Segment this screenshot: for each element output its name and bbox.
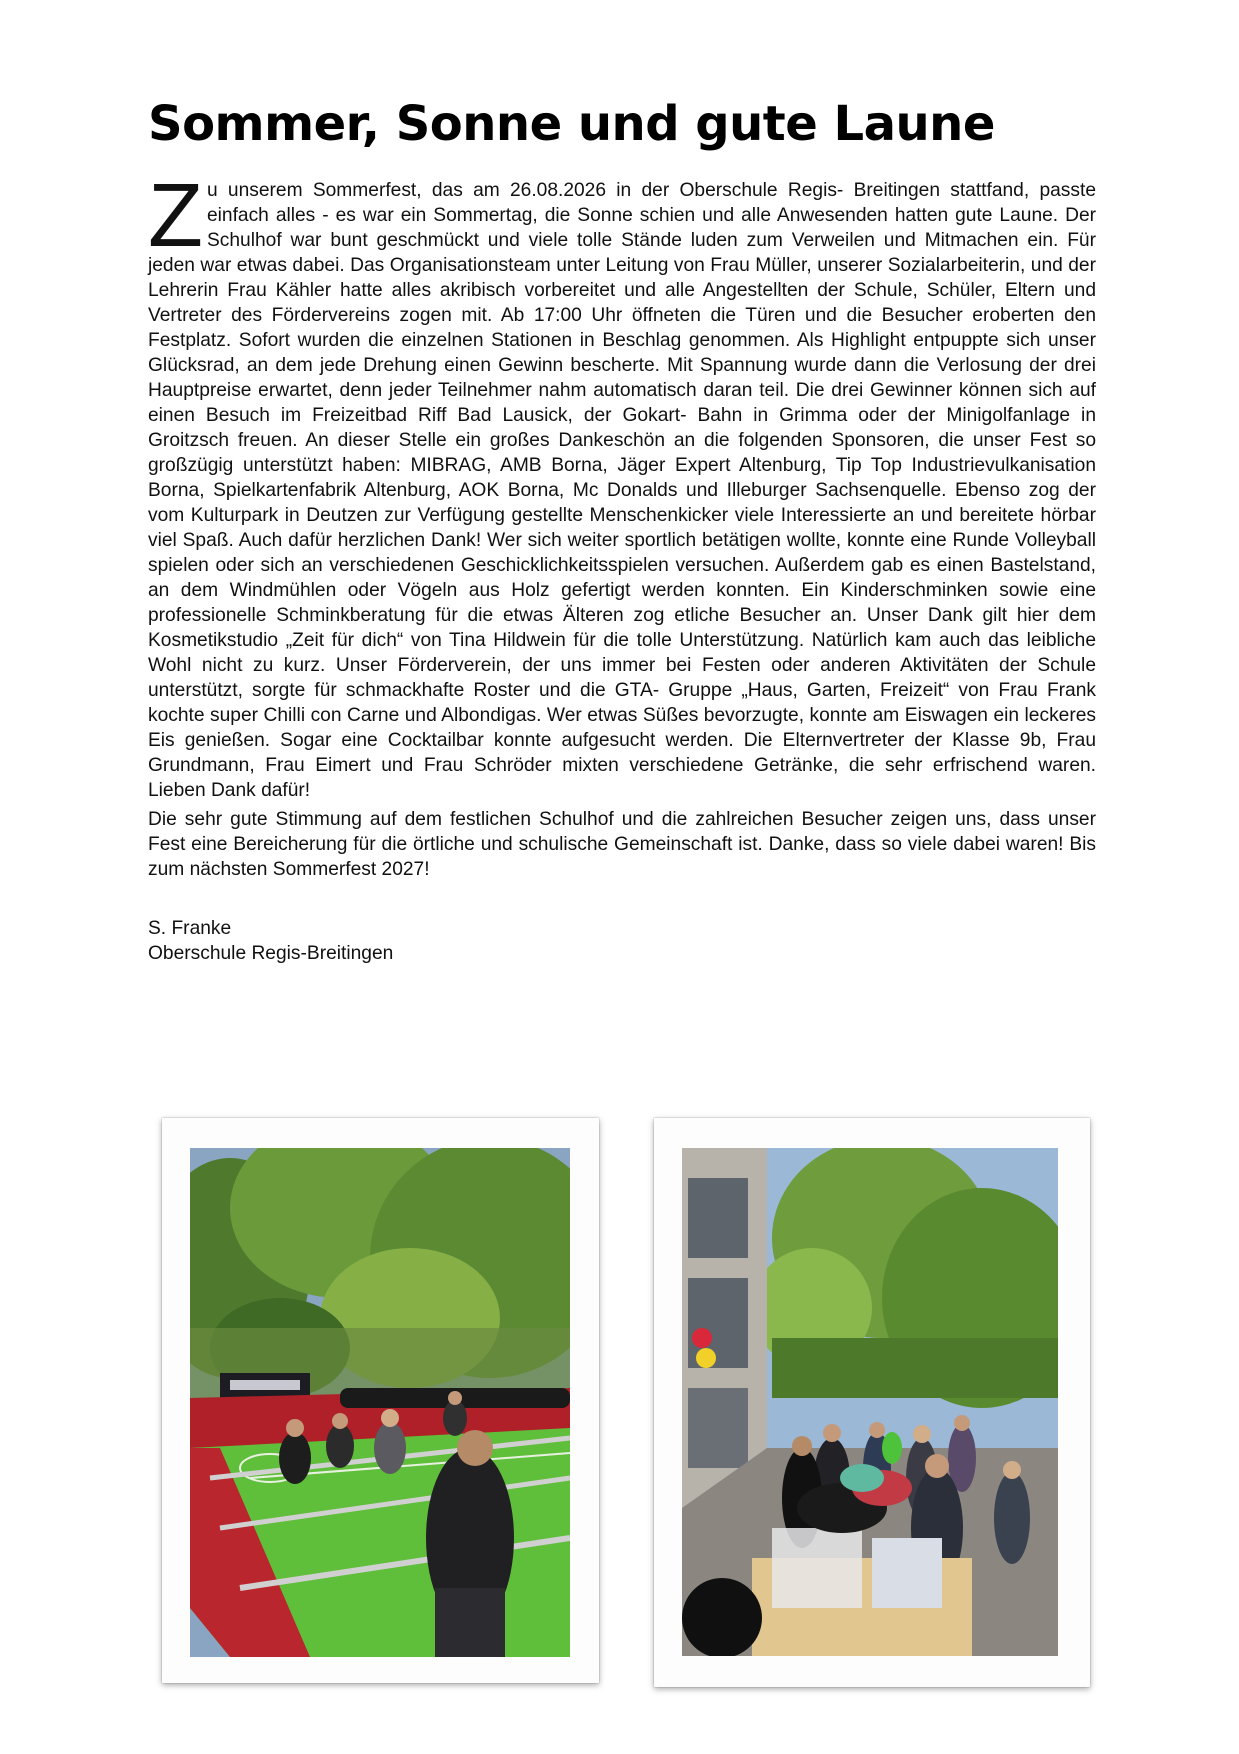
paragraph-2: Die sehr gute Stimmung auf dem festlichen Schulhof und die zahlreichen Besucher zeigen uns, dass unser Fest eine Bereicherung für die örtliche und schulische Gemeinschaft ist. Danke, dass so viele dabei waren! Bis zum nächsten Sommerfest 2027!: [148, 809, 1096, 880]
photo-frame-left: [162, 1118, 599, 1683]
school-yard-photo: [682, 1148, 1058, 1656]
paragraph-1: [148, 166, 1096, 803]
photo-frame-right: [654, 1118, 1090, 1687]
article-body: [148, 166, 1096, 966]
drop-cap: Z: [148, 166, 203, 266]
author-name: S. Franke: [148, 918, 232, 939]
paragraph-1-text: u unserem Sommerfest, das am 26.08.2026 in der Oberschule Regis- Breitingen stattfand, passte einfach alles - es war ein Sommertag, die Sonne schien und alle Anwesenden hatten gute Laune. Der Schulhof war bunt geschmückt und viele tolle Stände luden zum Verweilen und Mitmachen ein. Für jeden war etwas dabei. Das Organisationsteam unter Leitung von Frau Müller, unserer Sozialarbeiterin, und der Lehrerin Frau Kähler hatte alles akribisch vorbereitet und alle Angestellten der Schule, Schüler, Eltern und Vertreter des Fördervereins zogen mit. Ab 17:00 Uhr öffneten die Türen und die Besucher eroberten den Festplatz. Sofort wurden die einzelnen Stationen in Beschlag genommen. Als Highlight entpuppte sich unser Glücksrad, an dem jede Drehung einen Gewinn bescherte. Mit Spannung wurde dann die Verlosung der drei Hauptpreise erwartet, denn jeder Teilnehmer nahm automatisch daran teil. Die drei Gewinner können sich auf einen Besuch im Freizeitbad Riff Bad Lausick, der Gokart- Bahn in Grimma oder der Minigolfanlage in Groitzsch freuen. An dieser Stelle ein großes Dankeschön an die folgenden Sponsoren, die unser Fest so großzügig unterstützt haben: MIBRAG, AMB Borna, Jäger Expert Altenburg, Tip Top Industrievulkanisation Borna, Spielkartenfabrik Altenburg, AOK Borna, Mc Donalds und Illeburger Sachsenquelle. Ebenso zog der vom Kulturpark in Deutzen zur Verfügung gestellte Menschenkicker viele Interessierte an und bereitete hörbar viel Spaß. Auch dafür herzlichen Dank! Wer sich weiter sportlich betätigen wollte, konnte eine Runde Volleyball spielen oder sich an verschiedenen Geschicklichkeitsspielen versuchen. Außerdem gab es einen Bastelstand, an dem Windmühlen oder Vögeln aus Holz gefertigt werden konnten. Ein Kinderschminken sowie eine professionelle Schminkberatung für die etwas Älteren zog etliche Besucher an. Unser Dank gilt hier dem Kosmetikstudio „Zeit für dich“ von Tina Hildwein für die tolle Unterstützung. Natürlich kam auch das leibliche Wohl nicht zu kurz. Unser Förderverein, der uns immer bei Festen oder anderen Aktivitäten der Schule unterstützt, sorgte für schmackhafte Roster und die GTA- Gruppe „Haus, Garten, Freizeit“ von Frau Frank kochte super Chilli con Carne und Albondigas. Wer etwas Süßes bevorzugte, konnte am Eiswagen ein leckeres Eis genießen. Sogar eine Cocktailbar konnte aufgesucht werden. Die Elternvertreter der Klasse 9b, Frau Grundmann, Frau Eimert und Frau Schröder mixten verschiedene Getränke, die sehr erfrischend waren. Lieben Dank dafür!: [148, 180, 1096, 801]
signature: [148, 916, 1096, 966]
article-title: Sommer, Sonne und gute Laune: [148, 96, 995, 152]
author-school: Oberschule Regis-Breitingen: [148, 943, 394, 964]
human-foosball-photo: [190, 1148, 570, 1657]
